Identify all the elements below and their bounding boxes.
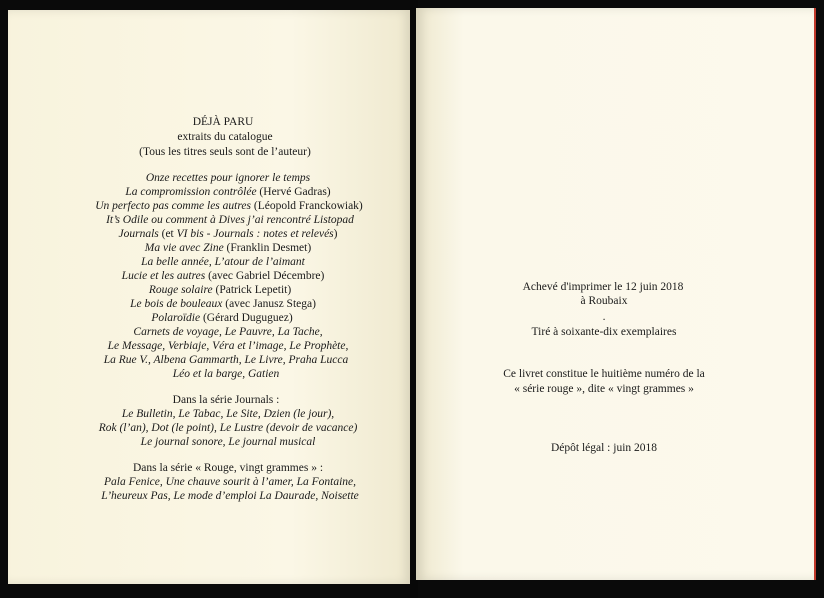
journals-line: Le Bulletin, Le Tabac, Le Site, Dzien (le jour), <box>121 408 335 420</box>
legal-deposit: Dépôt légal : juin 2018 <box>550 442 658 454</box>
rouge-line: L’heureux Pas, Le mode d’emploi La Daurade, Noisette <box>101 490 359 502</box>
journals-line: Le journal sonore, Le journal musical <box>140 436 316 448</box>
catalogue-entry <box>149 284 291 297</box>
series-line: Ce livret constitue le huitième numéro de la <box>503 368 705 380</box>
catalogue-entry <box>106 214 354 227</box>
catalogue-entry <box>173 368 280 381</box>
catalogue-entry <box>108 340 349 353</box>
entry-author: (et <box>158 228 177 240</box>
entry-title: Lucie et les autres <box>121 270 206 282</box>
entry-title: La belle année, L’atour de l’aimant <box>141 256 305 268</box>
catalogue-subheading: extraits du catalogue <box>177 131 273 143</box>
entry-author: (Gérard Duguguez) <box>200 312 293 324</box>
catalogue-heading: DÉJÀ PARU <box>192 116 254 128</box>
catalogue-entry <box>141 256 305 269</box>
entry-title: Léo et la barge, Gatien <box>172 368 280 380</box>
entry-title: Le Message, Verbiaje, Véra et l’image, Le Prophète, <box>107 340 349 352</box>
entry-title: La Rue V., Albena Gammarth, Le Livre, Praha Lucca <box>103 354 349 366</box>
separator-dot: . <box>602 311 606 323</box>
catalogue-entry <box>104 354 348 367</box>
entry-title: Un perfecto pas comme les autres <box>95 200 251 212</box>
rouge-heading: Dans la série « Rouge, vingt grammes » : <box>132 462 324 474</box>
catalogue-entry <box>151 312 292 325</box>
right-page <box>416 8 816 580</box>
catalogue-entry <box>122 270 325 283</box>
entry-title: Rouge solaire <box>148 284 213 296</box>
entry-author: (Patrick Lepetit) <box>212 284 292 296</box>
journals-heading: Dans la série Journals : <box>172 394 280 406</box>
entry-author: (Franklin Desmet) <box>223 242 312 254</box>
entry-title: Carnets de voyage, Le Pauvre, La Tache, <box>133 326 323 338</box>
catalogue-entry <box>95 200 363 213</box>
entry-close: ) <box>333 228 338 240</box>
catalogue-entry <box>130 298 316 311</box>
catalogue-entry <box>125 186 330 199</box>
copies-count: Tiré à soixante-dix exemplaires <box>531 326 677 338</box>
entry-title: Ma vie avec Zine <box>144 242 224 254</box>
entry-title: Le bois de bouleaux <box>130 298 223 310</box>
entry-title: Polaroïdie <box>151 312 201 324</box>
left-page <box>8 10 412 584</box>
entry-title: Onze recettes pour ignorer le temps <box>145 172 311 184</box>
entry-author: (avec Janusz Stega) <box>222 298 316 310</box>
rouge-line: Pala Fenice, Une chauve sourit à l’amer, La Fontaine, <box>104 476 356 488</box>
entry-title: It’s Odile ou comment à Dives j’ai rencontré Listopad <box>106 214 354 226</box>
printed-place: à Roubaix <box>580 295 628 307</box>
entry-author: (Hervé Gadras) <box>256 186 331 198</box>
series-line: « série rouge », dite « vingt grammes » <box>514 383 694 395</box>
entry-title: Journals <box>118 228 159 240</box>
entry-author: (avec Gabriel Décembre) <box>205 270 325 282</box>
catalogue-entry <box>118 228 337 241</box>
printed-date: Achevé d'imprimer le 12 juin 2018 <box>522 281 684 293</box>
catalogue-entry <box>146 172 310 185</box>
entry-subtitle: VI bis - Journals : notes et relevés <box>176 228 334 240</box>
entry-author: (Léopold Franckowiak) <box>250 200 363 212</box>
entry-title: La compromission contrôlée <box>125 186 257 198</box>
catalogue-entry <box>145 242 311 255</box>
catalogue-entry <box>133 326 322 339</box>
catalogue-note: (Tous les titres seuls sont de l’auteur) <box>139 146 311 158</box>
journals-line: Rok (l’an), Dot (le point), Le Lustre (devoir de vacance) <box>98 422 358 434</box>
